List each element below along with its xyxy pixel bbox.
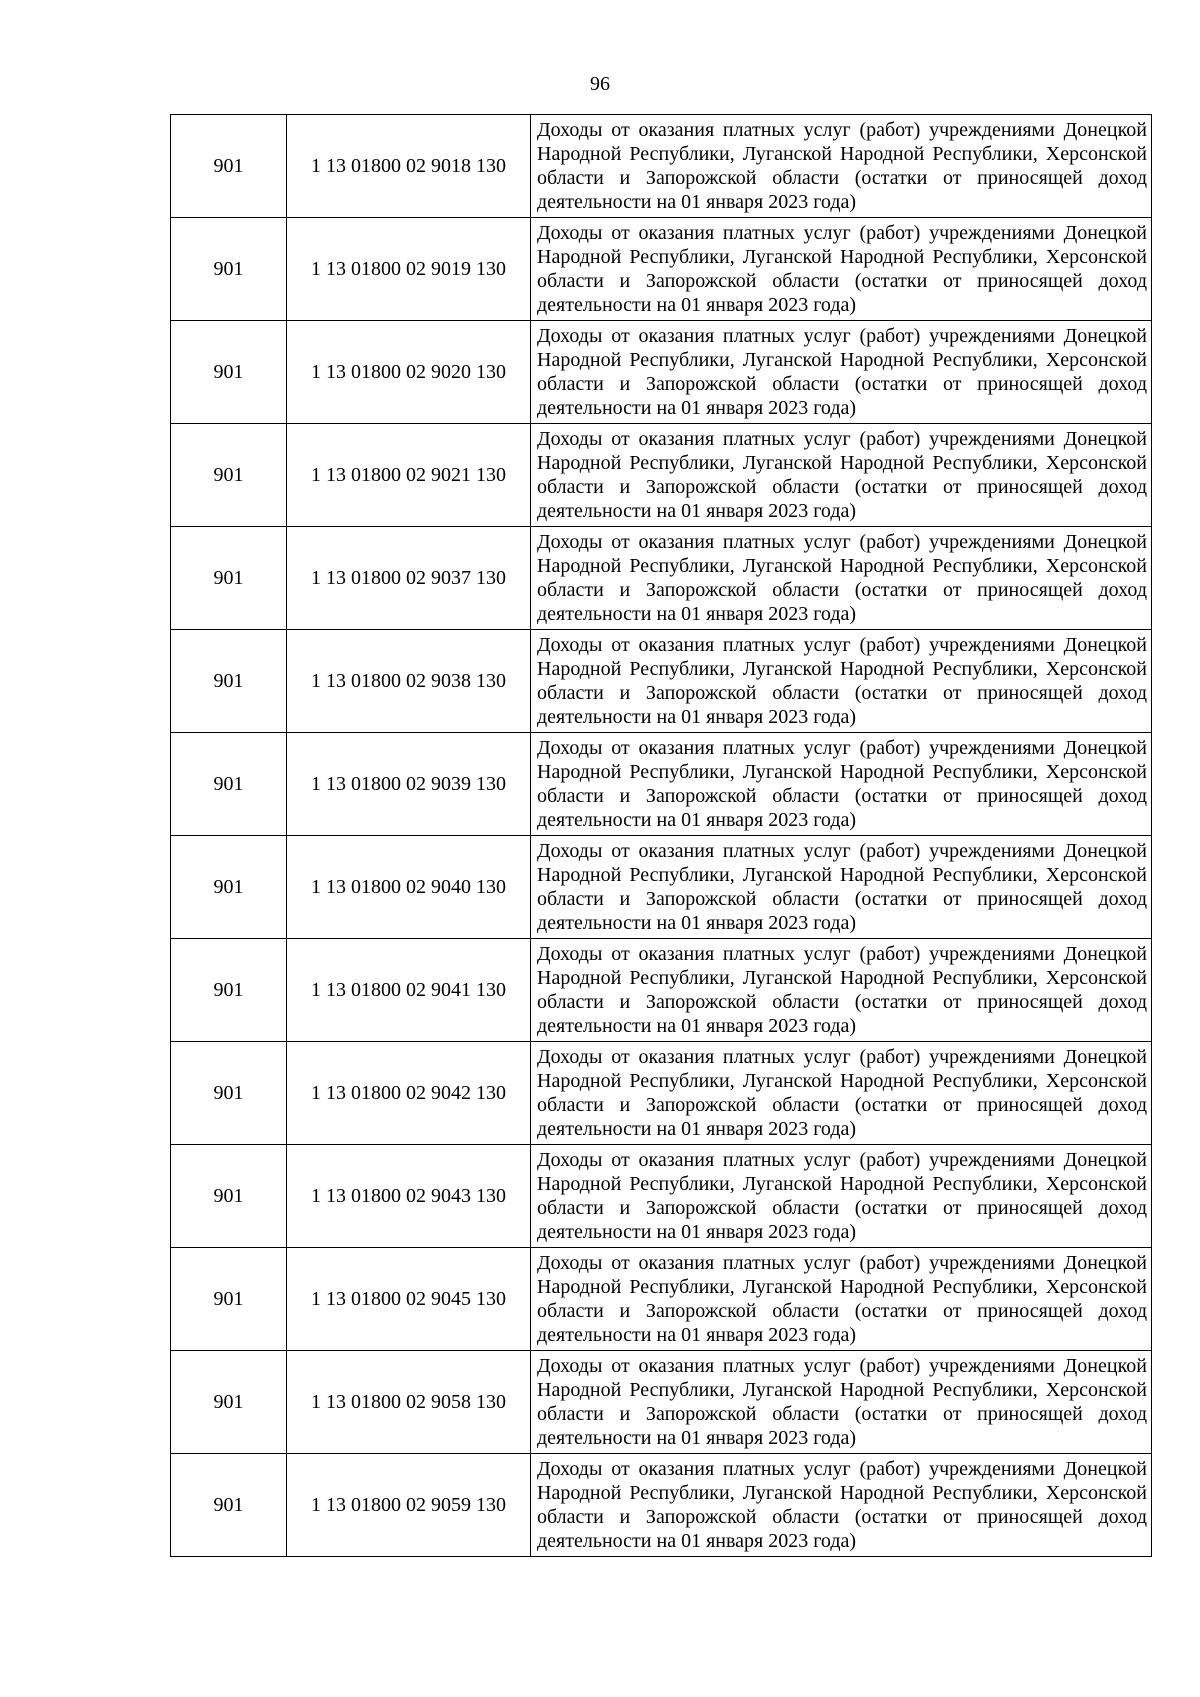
- budget-code-cell: 1 13 01800 02 9041 130: [287, 939, 531, 1042]
- description-text: Доходы от оказания платных услуг (работ) учреждениями Донецкой Народной Республики, Луганской Народной Республики, Херсонской области и Запорожской области (остатки от приносящей доход деятельности на 01 января 2023 года): [537, 1149, 1147, 1243]
- budget-code-cell: 1 13 01800 02 9019 130: [287, 218, 531, 321]
- description-text: Доходы от оказания платных услуг (работ) учреждениями Донецкой Народной Республики, Луганской Народной Республики, Херсонской области и Запорожской области (остатки от приносящей доход деятельности на 01 января 2023 года): [537, 737, 1147, 831]
- admin-code-cell: 901: [171, 836, 287, 939]
- admin-code-cell: 901: [171, 630, 287, 733]
- description-cell: [531, 527, 1152, 630]
- admin-code-cell: 901: [171, 1145, 287, 1248]
- admin-code-cell: 901: [171, 733, 287, 836]
- description-text: Доходы от оказания платных услуг (работ) учреждениями Донецкой Народной Республики, Луганской Народной Республики, Херсонской области и Запорожской области (остатки от приносящей доход деятельности на 01 января 2023 года): [537, 1046, 1147, 1140]
- description-text: Доходы от оказания платных услуг (работ) учреждениями Донецкой Народной Республики, Луганской Народной Республики, Херсонской области и Запорожской области (остатки от приносящей доход деятельности на 01 января 2023 года): [537, 1252, 1147, 1346]
- description-text: Доходы от оказания платных услуг (работ) учреждениями Донецкой Народной Республики, Луганской Народной Республики, Херсонской области и Запорожской области (остатки от приносящей доход деятельности на 01 января 2023 года): [537, 119, 1147, 213]
- admin-code-cell: 901: [171, 1042, 287, 1145]
- admin-code-cell: 901: [171, 1248, 287, 1351]
- description-text: Доходы от оказания платных услуг (работ) учреждениями Донецкой Народной Республики, Луганской Народной Республики, Херсонской области и Запорожской области (остатки от приносящей доход деятельности на 01 января 2023 года): [537, 1458, 1147, 1552]
- table-row: [171, 424, 1152, 527]
- budget-code-cell: 1 13 01800 02 9021 130: [287, 424, 531, 527]
- description-cell: [531, 424, 1152, 527]
- description-cell: [531, 733, 1152, 836]
- page-number: 96: [590, 73, 610, 95]
- description-cell: [531, 1145, 1152, 1248]
- table-row: [171, 218, 1152, 321]
- description-text: Доходы от оказания платных услуг (работ) учреждениями Донецкой Народной Республики, Луганской Народной Республики, Херсонской области и Запорожской области (остатки от приносящей доход деятельности на 01 января 2023 года): [537, 943, 1147, 1037]
- table-row: [171, 115, 1152, 218]
- description-text: Доходы от оказания платных услуг (работ) учреждениями Донецкой Народной Республики, Луганской Народной Республики, Херсонской области и Запорожской области (остатки от приносящей доход деятельности на 01 января 2023 года): [537, 1355, 1147, 1449]
- description-cell: [531, 939, 1152, 1042]
- table-row: [171, 939, 1152, 1042]
- table-body: [171, 115, 1152, 1557]
- table-row: [171, 630, 1152, 733]
- description-cell: [531, 321, 1152, 424]
- budget-code-cell: 1 13 01800 02 9039 130: [287, 733, 531, 836]
- description-cell: [531, 1454, 1152, 1557]
- admin-code-cell: 901: [171, 321, 287, 424]
- budget-code-cell: 1 13 01800 02 9058 130: [287, 1351, 531, 1454]
- description-text: Доходы от оказания платных услуг (работ) учреждениями Донецкой Народной Республики, Луганской Народной Республики, Херсонской области и Запорожской области (остатки от приносящей доход деятельности на 01 января 2023 года): [537, 840, 1147, 934]
- table-row: [171, 836, 1152, 939]
- admin-code-cell: 901: [171, 218, 287, 321]
- description-cell: [531, 115, 1152, 218]
- description-text: Доходы от оказания платных услуг (работ) учреждениями Донецкой Народной Республики, Луганской Народной Республики, Херсонской области и Запорожской области (остатки от приносящей доход деятельности на 01 января 2023 года): [537, 428, 1147, 522]
- budget-code-cell: 1 13 01800 02 9038 130: [287, 630, 531, 733]
- description-cell: [531, 1248, 1152, 1351]
- table-row: [171, 1248, 1152, 1351]
- table-row: [171, 733, 1152, 836]
- table-row: [171, 527, 1152, 630]
- budget-code-cell: 1 13 01800 02 9040 130: [287, 836, 531, 939]
- description-cell: [531, 1042, 1152, 1145]
- table-row: [171, 1042, 1152, 1145]
- description-text: Доходы от оказания платных услуг (работ) учреждениями Донецкой Народной Республики, Луганской Народной Республики, Херсонской области и Запорожской области (остатки от приносящей доход деятельности на 01 января 2023 года): [537, 531, 1147, 625]
- admin-code-cell: 901: [171, 115, 287, 218]
- table-row: [171, 1145, 1152, 1248]
- admin-code-cell: 901: [171, 527, 287, 630]
- admin-code-cell: 901: [171, 939, 287, 1042]
- description-text: Доходы от оказания платных услуг (работ) учреждениями Донецкой Народной Республики, Луганской Народной Республики, Херсонской области и Запорожской области (остатки от приносящей доход деятельности на 01 января 2023 года): [537, 222, 1147, 316]
- budget-codes-table: [170, 114, 1152, 1557]
- description-text: Доходы от оказания платных услуг (работ) учреждениями Донецкой Народной Республики, Луганской Народной Республики, Херсонской области и Запорожской области (остатки от приносящей доход деятельности на 01 января 2023 года): [537, 325, 1147, 419]
- description-cell: [531, 836, 1152, 939]
- description-cell: [531, 1351, 1152, 1454]
- description-cell: [531, 630, 1152, 733]
- table-row: [171, 321, 1152, 424]
- admin-code-cell: 901: [171, 424, 287, 527]
- table-row: [171, 1454, 1152, 1557]
- admin-code-cell: 901: [171, 1351, 287, 1454]
- description-cell: [531, 218, 1152, 321]
- admin-code-cell: 901: [171, 1454, 287, 1557]
- budget-code-cell: 1 13 01800 02 9059 130: [287, 1454, 531, 1557]
- budget-code-cell: 1 13 01800 02 9043 130: [287, 1145, 531, 1248]
- table-row: [171, 1351, 1152, 1454]
- budget-code-cell: 1 13 01800 02 9020 130: [287, 321, 531, 424]
- budget-code-cell: 1 13 01800 02 9037 130: [287, 527, 531, 630]
- budget-code-cell: 1 13 01800 02 9042 130: [287, 1042, 531, 1145]
- description-text: Доходы от оказания платных услуг (работ) учреждениями Донецкой Народной Республики, Луганской Народной Республики, Херсонской области и Запорожской области (остатки от приносящей доход деятельности на 01 января 2023 года): [537, 634, 1147, 728]
- budget-code-cell: 1 13 01800 02 9045 130: [287, 1248, 531, 1351]
- budget-code-cell: 1 13 01800 02 9018 130: [287, 115, 531, 218]
